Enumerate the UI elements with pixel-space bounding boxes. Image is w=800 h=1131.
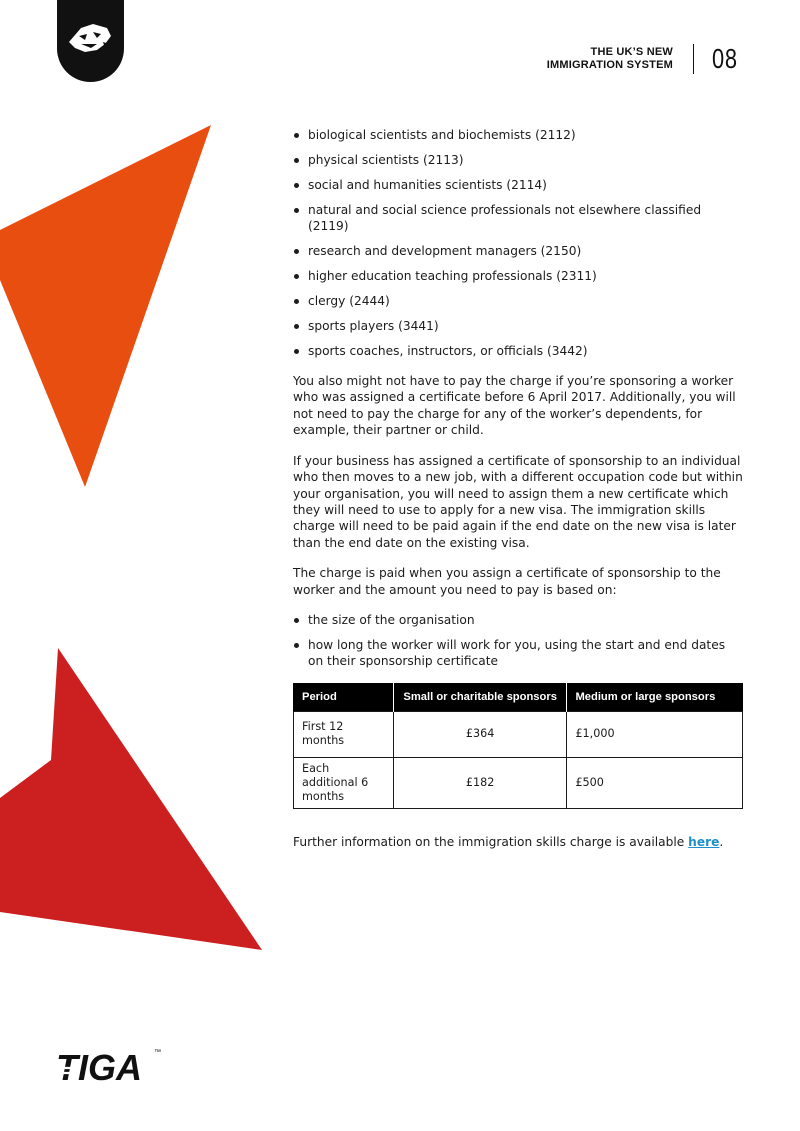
further-text: Further information on the immigration skills charge is available (293, 834, 689, 849)
list-item: biological scientists and biochemists (2112) (293, 127, 743, 143)
here-link[interactable]: here (688, 834, 720, 849)
charge-table (293, 683, 743, 809)
tiga-logo (56, 1046, 166, 1084)
table-cell: £182 (393, 757, 567, 808)
further-information (293, 834, 743, 850)
paragraph: You also might not have to pay the charge if you’re sponsoring a worker who was assigned a certificate before 6 April 2017. Additionally, you will not need to pay the charge for any of the worker’s dependents, for example, their partner or child. (293, 374, 736, 438)
tiger-head-icon (67, 22, 113, 54)
list-item: higher education teaching professionals (2311) (293, 268, 743, 284)
list-item: clergy (2444) (293, 293, 743, 309)
list-item: the size of the organisation (293, 612, 743, 628)
list-item: natural and social science professionals not elsewhere classified (2119) (293, 202, 743, 235)
occupation-list (293, 127, 743, 359)
section-title-line2: IMMIGRATION SYSTEM (546, 59, 673, 71)
list-item: research and development managers (2150) (293, 243, 743, 259)
page-header (547, 43, 744, 75)
table-cell: First 12 months (294, 711, 394, 757)
paragraph: If your business has assigned a certificate of sponsorship to an individual who then moves to a new job, with a different occupation code but within your organisation, you will need to assign them a new certificate which they will need to use to apply for a new visa. The immigration skills charge will need to be paid again if the end date on the new visa is later than the end date on the existing visa. (293, 453, 743, 550)
table-row (294, 757, 743, 808)
orange-triangle (0, 125, 211, 487)
table-row (294, 711, 743, 757)
table-cell: £1,000 (567, 711, 743, 757)
list-item: social and humanities scientists (2114) (293, 177, 743, 193)
red-triangle (0, 648, 262, 950)
column-header: Period (294, 683, 394, 712)
charge-basis-list (293, 612, 743, 670)
paragraph: The charge is paid when you assign a certificate of sponsorship to the worker and the amount you need to pay is based on: (293, 566, 721, 597)
column-header: Small or charitable sponsors (393, 683, 567, 712)
page-number: 08 (712, 43, 738, 74)
further-end: . (719, 834, 724, 849)
table-cell: Each additional 6 months (294, 757, 394, 808)
main-content (293, 127, 743, 862)
table-cell: £364 (393, 711, 567, 757)
logo-text: TIGA (56, 1047, 142, 1084)
header-divider (693, 44, 694, 74)
list-item: sports players (3441) (293, 318, 743, 334)
list-item: how long the worker will work for you, using the start and end dates on their sponsorship certificate (293, 637, 743, 670)
table-header-row (294, 683, 743, 712)
list-item: sports coaches, instructors, or officials (3442) (293, 343, 743, 359)
column-header: Medium or large sponsors (567, 683, 743, 712)
table-cell: £500 (567, 757, 743, 808)
section-title-line1: THE UK’S NEW (590, 46, 673, 58)
trademark: ™ (154, 1049, 161, 1056)
list-item: physical scientists (2113) (293, 152, 743, 168)
brand-tab (57, 0, 124, 82)
section-title (547, 46, 673, 72)
